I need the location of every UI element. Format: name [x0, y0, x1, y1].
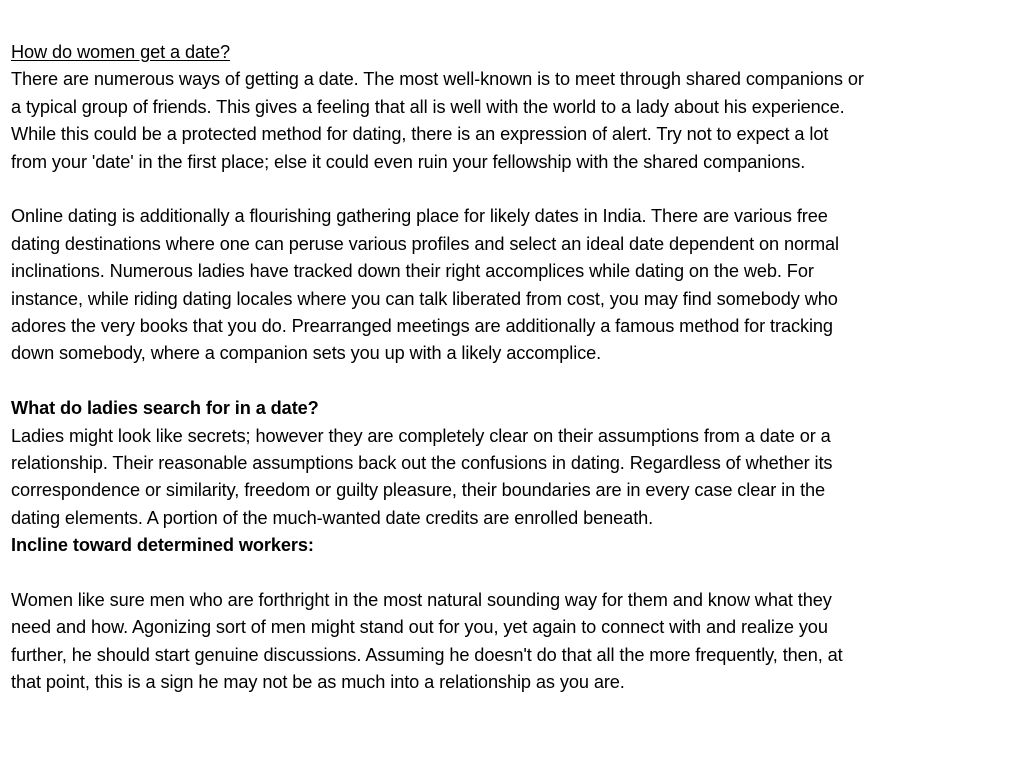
paragraph-line: inclinations. Numerous ladies have tracked down their right accomplices while dating on the web. For — [11, 261, 814, 282]
blank-line — [11, 368, 1014, 395]
paragraph-line: need and how. Agonizing sort of men might stand out for you, yet again to connect with and realize you — [11, 617, 828, 638]
paragraph-line: correspondence or similarity, freedom or guilty pleasure, their boundaries are in every case clear in the — [11, 480, 826, 501]
heading-what-ladies-search: What do ladies search for in a date? — [11, 398, 319, 419]
blank-line — [11, 176, 1014, 203]
heading-incline-determined-workers: Incline toward determined workers: — [11, 535, 314, 556]
paragraph-line: down somebody, where a companion sets you up with a likely accomplice. — [11, 343, 602, 364]
heading-how-women-get-date: How do women get a date? — [11, 42, 231, 62]
paragraph-line: There are numerous ways of getting a date. The most well-known is to meet through shared companions or — [11, 69, 864, 90]
paragraph-line: relationship. Their reasonable assumptions back out the confusions in dating. Regardless of whether its — [11, 453, 833, 474]
paragraph-line: Online dating is additionally a flourishing gathering place for likely dates in India. There are various free — [11, 206, 828, 227]
paragraph-line: further, he should start genuine discussions. Assuming he doesn't do that all the more frequently, then, at — [11, 644, 843, 665]
paragraph-line: that point, this is a sign he may not be as much into a relationship as you are. — [11, 672, 625, 693]
blank-line — [11, 560, 1014, 587]
paragraph-line: adores the very books that you do. Prearranged meetings are additionally a famous method for tracking — [11, 316, 833, 337]
paragraph-line: While this could be a protected method for dating, there is an expression of alert. Try not to expect a lot — [11, 124, 829, 145]
paragraph-line: from your 'date' in the first place; else it could even ruin your fellowship with the shared companions. — [11, 151, 806, 172]
document-body — [11, 39, 1014, 697]
paragraph-line: a typical group of friends. This gives a feeling that all is well with the world to a lady about his experience. — [11, 96, 845, 117]
paragraph-line: Women like sure men who are forthright in the most natural sounding way for them and know what they — [11, 590, 832, 611]
paragraph-line: Ladies might look like secrets; however they are completely clear on their assumptions from a date or a — [11, 425, 831, 446]
paragraph-line: dating destinations where one can peruse various profiles and select an ideal date dependent on normal — [11, 233, 839, 254]
paragraph-line: instance, while riding dating locales where you can talk liberated from cost, you may find somebody who — [11, 288, 838, 309]
paragraph-line: dating elements. A portion of the much-wanted date credits are enrolled beneath. — [11, 507, 654, 528]
